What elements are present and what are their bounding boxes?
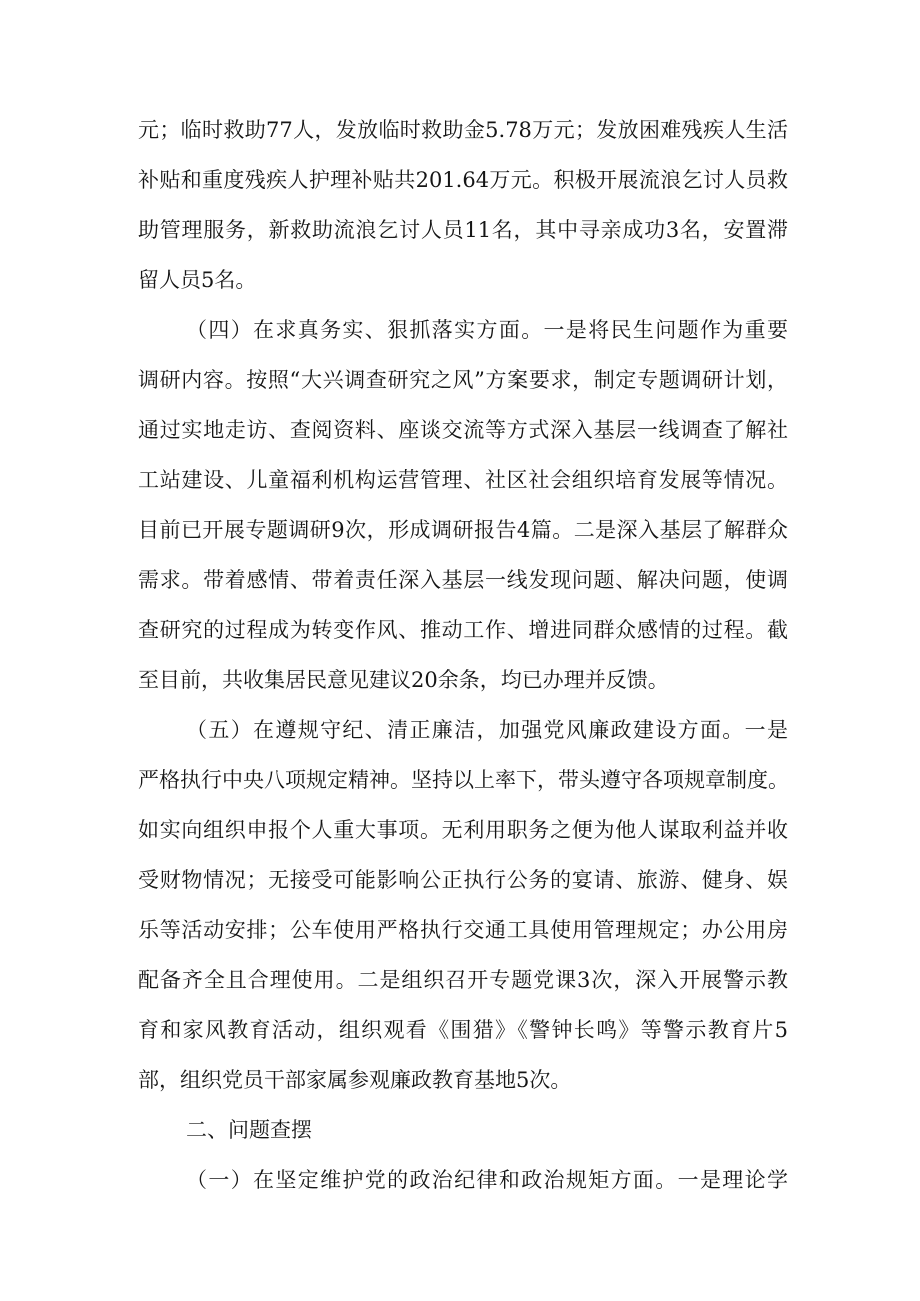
text-line-6: 调研内容。按照“大兴调查研究之风”方案要求，制定专题调研计划， (138, 368, 788, 392)
text-line-8: 工站建设、儿童福利机构运营管理、社区社会组织培育发展等情况。 (138, 468, 788, 492)
text-line-19: 育和家风教育活动，组织观看《围猎》《警钟长鸣》等警示教育片5 (138, 1018, 788, 1042)
text-line-15: 如实向组织申报个人重大事项。无利用职务之便为他人谋取利益并收 (138, 818, 788, 842)
text-line-18: 配备齐全且合理使用。二是组织召开专题党课3次，深入开展警示教 (138, 968, 788, 992)
text-line-12: 至目前，共收集居民意见建议20余条，均已办理并反馈。 (138, 668, 669, 692)
paragraph-1-heading-line: （一）在坚定维护党的政治纪律和政治规矩方面。一是理论学 (186, 1168, 788, 1192)
text-line-11: 查研究的过程成为转变作风、推动工作、增进同群众感情的过程。截 (138, 618, 788, 642)
text-line-3: 助管理服务，新救助流浪乞讨人员11名，其中寻亲成功3名，安置滞 (138, 218, 788, 242)
text-line-4: 留人员5名。 (138, 268, 257, 292)
text-line-16: 受财物情况；无接受可能影响公正执行公务的宴请、旅游、健身、娱 (138, 868, 788, 892)
text-line-1: 元；临时救助77人，发放临时救助金5.78万元；发放困难残疾人生活 (138, 118, 788, 142)
section-heading: 二、问题查摆 (186, 1118, 312, 1142)
text-line-17: 乐等活动安排；公车使用严格执行交通工具使用管理规定；办公用房 (138, 918, 788, 942)
text-line-9: 目前已开展专题调研9次，形成调研报告4篇。二是深入基层了解群众 (138, 518, 788, 542)
paragraph-4-heading-line: （四）在求真务实、狠抓落实方面。一是将民生问题作为重要 (186, 318, 788, 342)
text-line-20: 部，组织党员干部家属参观廉政教育基地5次。 (138, 1068, 572, 1092)
text-line-2: 补贴和重度残疾人护理补贴共201.64万元。积极开展流浪乞讨人员救 (138, 168, 788, 192)
text-line-10: 需求。带着感情、带着责任深入基层一线发现问题、解决问题，使调 (138, 568, 788, 592)
text-line-7: 通过实地走访、查阅资料、座谈交流等方式深入基层一线调查了解社 (138, 418, 788, 442)
paragraph-5-heading-line: （五）在遵规守纪、清正廉洁，加强党风廉政建设方面。一是 (186, 718, 788, 742)
text-line-14: 严格执行中央八项规定精神。坚持以上率下，带头遵守各项规章制度。 (138, 768, 789, 792)
